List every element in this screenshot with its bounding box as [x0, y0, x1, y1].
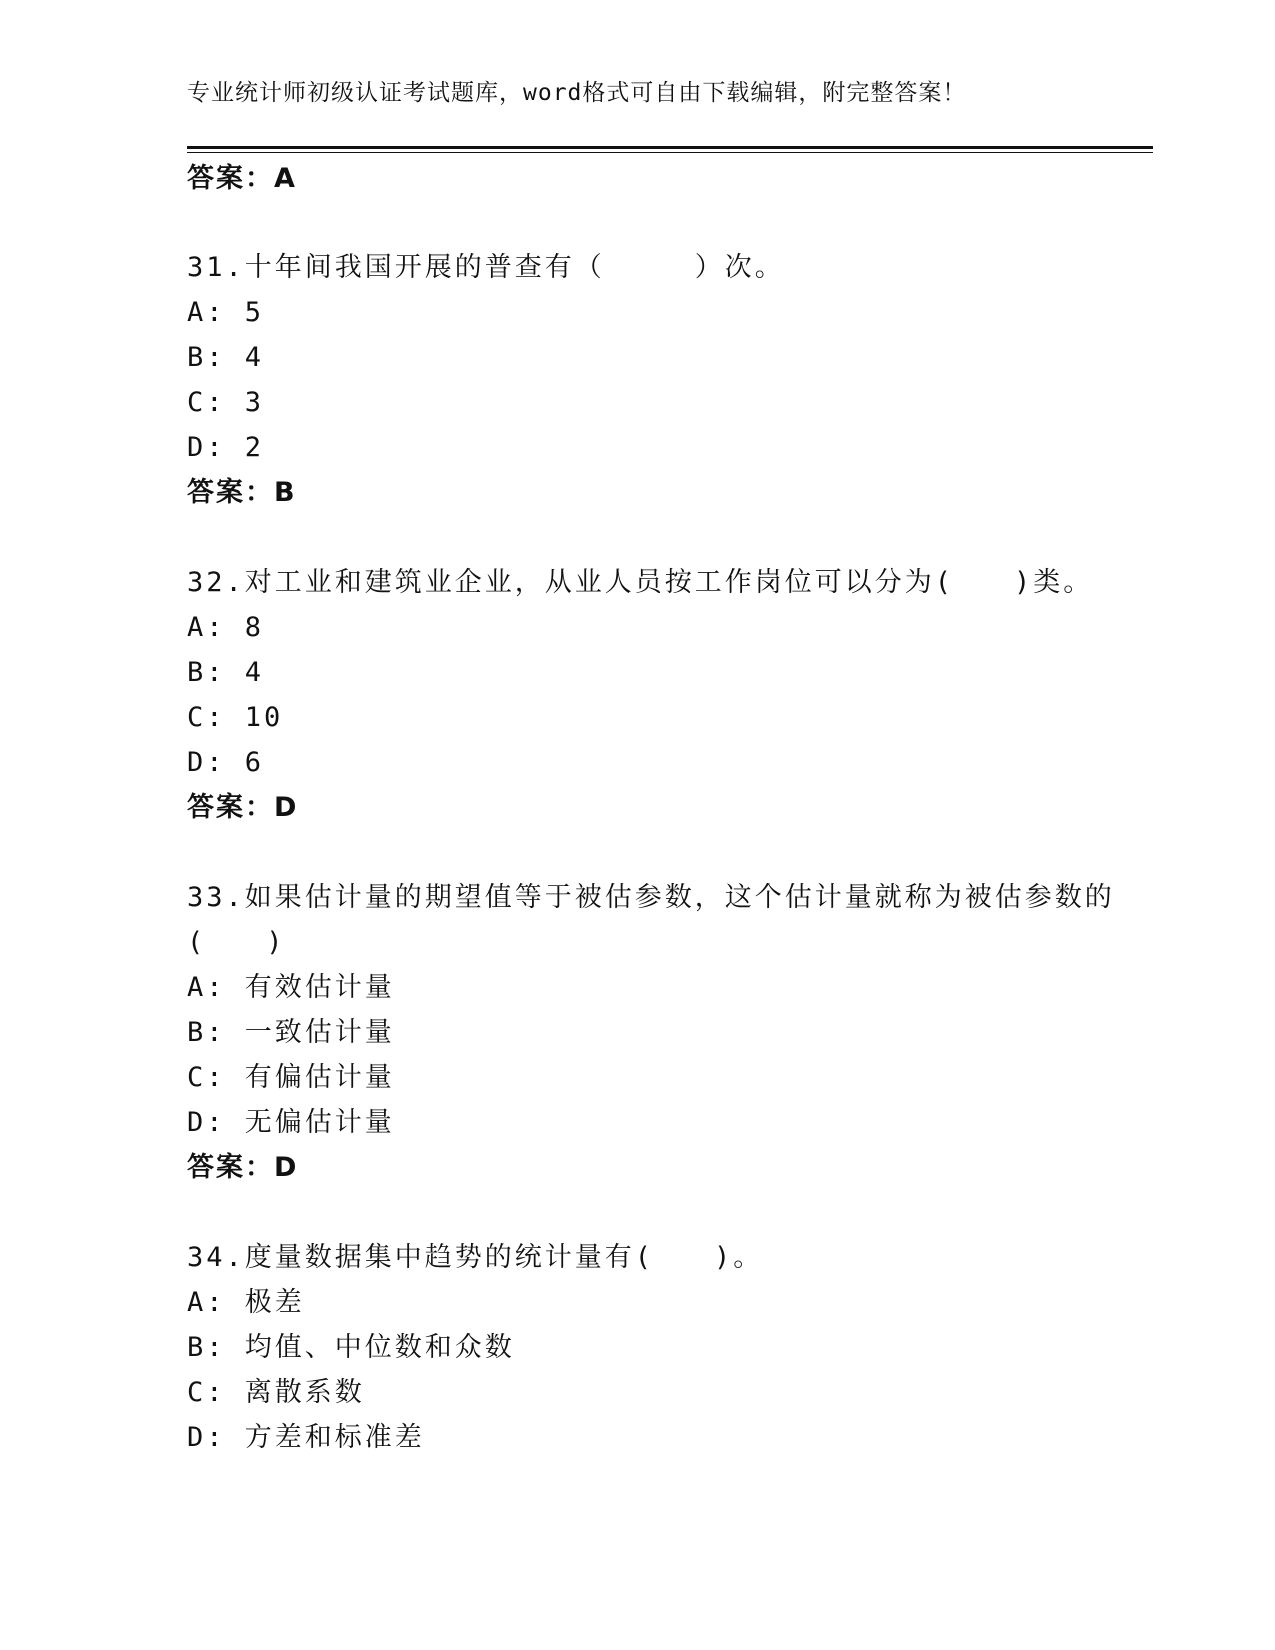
- option-31-b: B: 4: [187, 342, 265, 373]
- question-33: 33.如果估计量的期望值等于被估参数，这个估计量就称为被估参数的: [187, 882, 1115, 913]
- question-31: 31.十年间我国开展的普查有（ ）次。: [187, 252, 785, 283]
- option-31-a: A: 5: [187, 297, 265, 328]
- answer-33: 答案：D: [187, 1152, 299, 1183]
- answer-30: 答案：A: [187, 163, 297, 194]
- option-33-a: A: 有效估计量: [187, 972, 395, 1003]
- option-34-a: A: 极差: [187, 1287, 305, 1318]
- option-34-d: D: 方差和标准差: [187, 1422, 425, 1453]
- option-32-a: A: 8: [187, 612, 265, 643]
- option-32-d: D: 6: [187, 747, 265, 778]
- option-32-c: C: 10: [187, 702, 284, 733]
- option-33-c: C: 有偏估计量: [187, 1062, 395, 1093]
- option-32-b: B: 4: [187, 657, 265, 688]
- question-34: 34.度量数据集中趋势的统计量有( )。: [187, 1242, 764, 1273]
- option-33-d: D: 无偏估计量: [187, 1107, 395, 1138]
- option-31-c: C: 3: [187, 387, 265, 418]
- option-31-d: D: 2: [187, 432, 265, 463]
- answer-31: 答案：B: [187, 477, 297, 508]
- option-34-b: B: 均值、中位数和众数: [187, 1332, 515, 1363]
- header-rule-thin: [187, 152, 1153, 153]
- option-33-b: B: 一致估计量: [187, 1017, 395, 1048]
- page-header: 专业统计师初级认证考试题库，word格式可自由下载编辑，附完整答案！: [187, 80, 967, 106]
- header-rule-thick: [187, 146, 1153, 149]
- answer-32: 答案：D: [187, 792, 299, 823]
- option-34-c: C: 离散系数: [187, 1377, 365, 1408]
- question-32: 32.对工业和建筑业企业，从业人员按工作岗位可以分为( )类。: [187, 567, 1094, 598]
- question-33-blank: ( ): [187, 927, 286, 958]
